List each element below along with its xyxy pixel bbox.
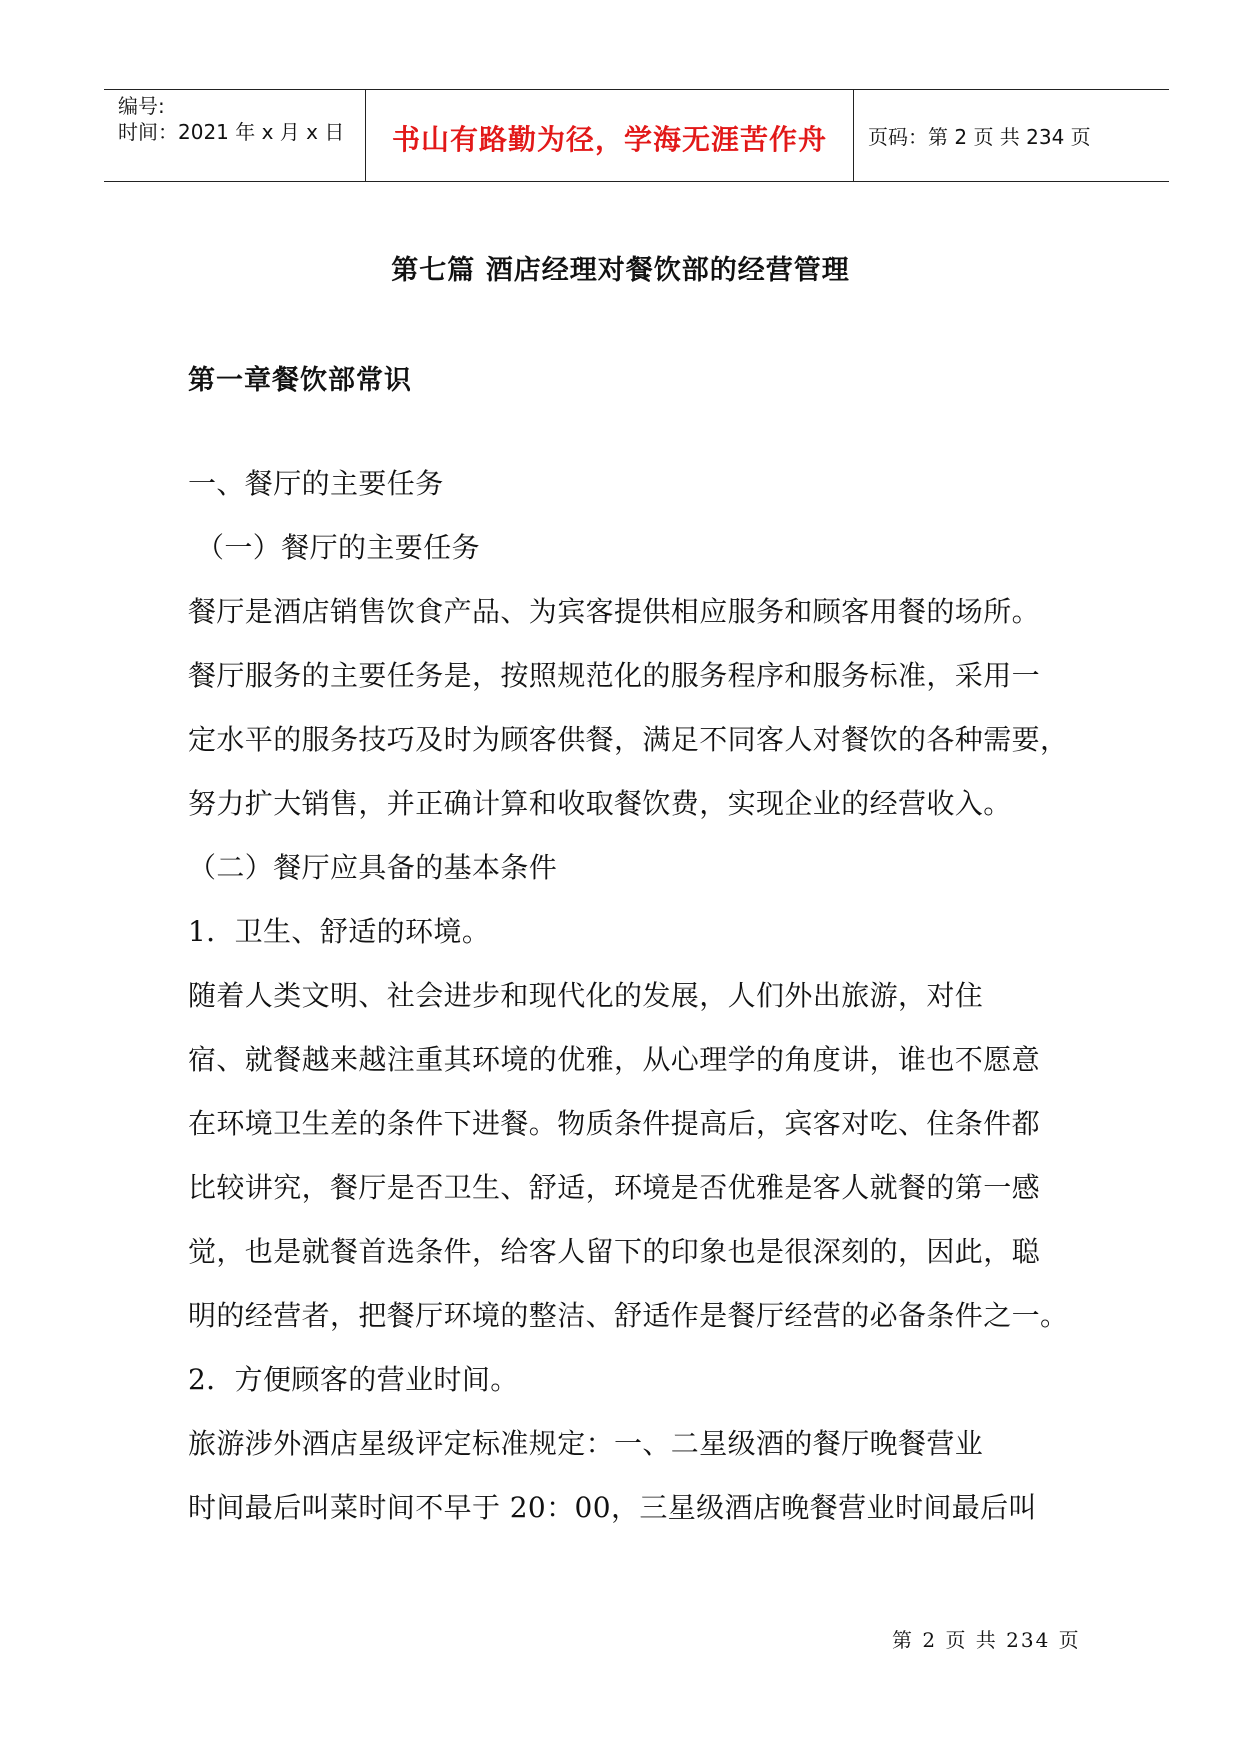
body-line: 餐厅是酒店销售饮食产品、为宾客提供相应服务和顾客用餐的场所。 — [188, 595, 1041, 628]
document-title: 第七篇 酒店经理对餐饮部的经营管理 — [391, 255, 850, 286]
section-heading: 一、餐厅的主要任务 — [188, 467, 444, 500]
chapter-heading: 第一章餐饮部常识 — [188, 365, 412, 396]
body-line: 旅游涉外酒店星级评定标准规定：一、二星级酒的餐厅晚餐营业 — [188, 1427, 984, 1460]
page-footer: 第 2 页 共 234 页 — [892, 1628, 1081, 1652]
body-line: 在环境卫生差的条件下进餐。物质条件提高后，宾客对吃、住条件都 — [188, 1107, 1041, 1140]
body-line: 餐厅服务的主要任务是，按照规范化的服务程序和服务标准，采用一 — [188, 659, 1041, 692]
body-line: 定水平的服务技巧及时为顾客供餐，满足不同客人对餐饮的各种需要， — [188, 723, 1069, 756]
body-line: 宿、就餐越来越注重其环境的优雅，从心理学的角度讲，谁也不愿意 — [188, 1043, 1041, 1076]
serial-label: 编号: — [118, 94, 165, 118]
body-line: 努力扩大销售，并正确计算和收取餐饮费，实现企业的经营收入。 — [188, 787, 1012, 820]
header-motto-cell — [366, 90, 854, 181]
page-header — [104, 89, 1169, 182]
list-item-heading: 2．方便顾客的营业时间。 — [188, 1363, 519, 1396]
body-line: 时间最后叫菜时间不早于 20：00，三星级酒店晚餐营业时间最后叫 — [188, 1491, 1037, 1524]
page-info: 页码：第 2 页 共 234 页 — [868, 125, 1091, 149]
subsection-heading: （二）餐厅应具备的基本条件 — [188, 851, 558, 884]
header-meta — [104, 90, 366, 181]
subsection-heading: （一）餐厅的主要任务 — [196, 531, 481, 564]
time-label: 时间：2021 年 x 月 x 日 — [118, 120, 345, 144]
body-line: 比较讲究，餐厅是否卫生、舒适，环境是否优雅是客人就餐的第一感 — [188, 1171, 1041, 1204]
body-line: 随着人类文明、社会进步和现代化的发展，人们外出旅游，对住 — [188, 979, 984, 1012]
header-page-info-cell — [854, 90, 1169, 181]
body-line: 觉，也是就餐首选条件，给客人留下的印象也是很深刻的，因此，聪 — [188, 1235, 1041, 1268]
motto-text: 书山有路勤为径，学海无涯苦作舟 — [391, 122, 827, 156]
body-line: 明的经营者，把餐厅环境的整洁、舒适作是餐厅经营的必备条件之一。 — [188, 1299, 1069, 1332]
list-item-heading: 1．卫生、舒适的环境。 — [188, 915, 491, 948]
